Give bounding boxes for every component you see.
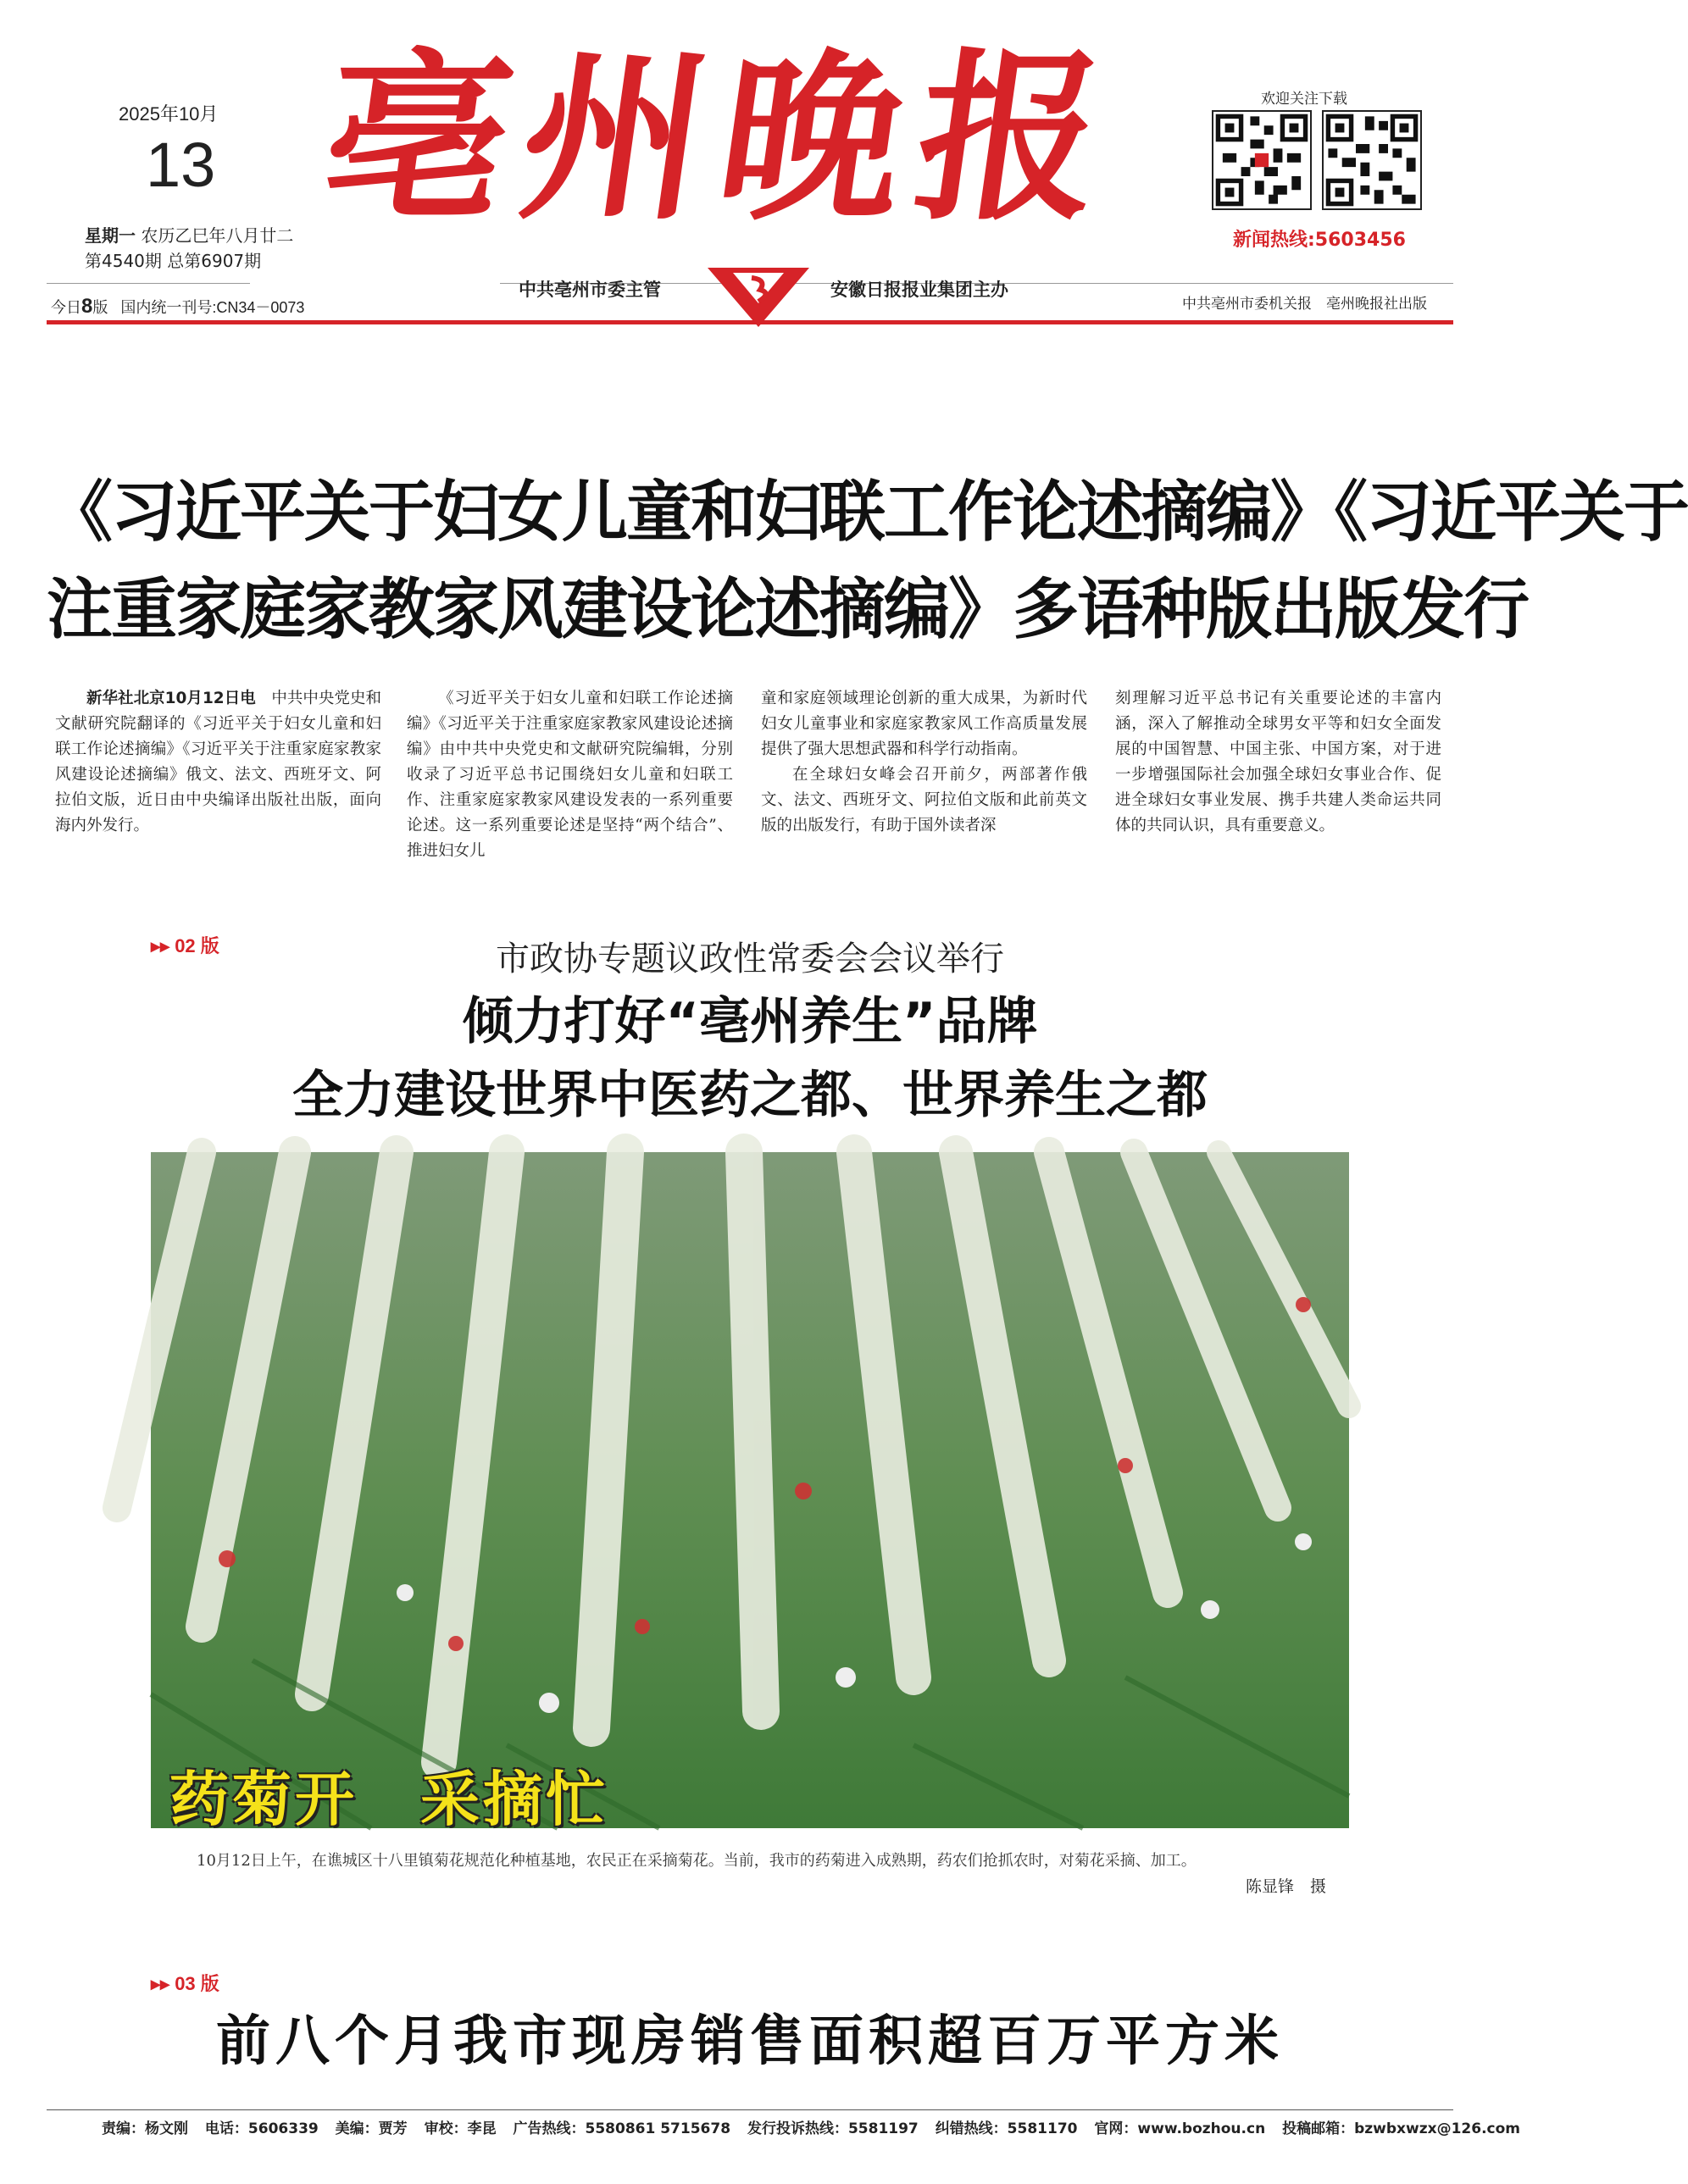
footer-ad-hotline: 广告热线：5580861 5715678 <box>513 2120 731 2137</box>
footer-designer: 美编：贾芳 <box>335 2120 408 2137</box>
publisher-line: 中共亳州市委机关报 亳州晚报社出版 <box>1182 296 1427 313</box>
article-text: 在全球妇女峰会召开前夕，两部著作俄文、法文、西班牙文、阿拉伯文版和此前英文版的出版发行，有助于国外读者深 <box>761 766 1087 834</box>
issue-number: 第4540期 总第6907期 <box>85 251 262 271</box>
article-text: 《习近平关于妇女儿童和妇联工作论述摘编》《习近平关于注重家庭家教家风建设论述摘编》由中共中央党史和文献研究院编辑，分别收录了习近平总书记围绕妇女儿童和妇联工作、注重家庭家教家风建设发表的一系列重要论述。这一系列重要论述是坚持“两个结合”、推进妇女儿 <box>407 690 733 860</box>
article-text: 中共中央党史和文献研究院翻译的《习近平关于妇女儿童和妇联工作论述摘编》《习近平关于注重家庭家教家风建设论述摘编》俄文、法文、西班牙文、阿拉伯文版，近日由中央编译出版社出版，面向海内外发行。 <box>55 690 381 834</box>
chrysanthemum-field-photo <box>151 1152 1349 1828</box>
article-column-2 <box>407 686 733 864</box>
story-headline[interactable]: 倾力打好“亳州养生”品牌 <box>462 992 1038 1051</box>
sponsor-left: 中共亳州市委主管 <box>519 279 661 300</box>
qr-caption: 欢迎关注下载 <box>1261 91 1347 108</box>
photo-title-overlay: 药菊开 采摘忙 <box>169 1765 608 1834</box>
pages-count: 8 <box>81 295 93 318</box>
footer-phone: 电话：5606339 <box>204 2120 319 2137</box>
qr-code-icon[interactable] <box>1322 110 1422 210</box>
chevron-logo-icon <box>708 268 809 344</box>
article-text: 童和家庭领域理论创新的重大成果，为新时代妇女儿童事业和家庭家教家风工作高质量发展提供了强大思想武器和科学行动指南。 <box>761 690 1087 758</box>
page-reference-link[interactable]: ▸▸ 02 版 <box>151 935 219 956</box>
photo-credit: 陈显锋 摄 <box>1246 1877 1327 1896</box>
article-column-4 <box>1115 686 1441 839</box>
issue-day: 13 <box>146 130 216 200</box>
article-column-1 <box>55 686 381 839</box>
story-headline[interactable]: 全力建设世界中医药之都、世界养生之都 <box>292 1066 1208 1125</box>
article-text: 刻理解习近平总书记有关重要论述的丰富内涵，深入了解推动全球男女平等和妇女全面发展的中国智慧、中国主张、中国方案，对于进一步增强国际社会加强全球妇女事业合作、促进全球妇女事业发展、携手共建人类命运共同体的共同认识，具有重要意义。 <box>1115 690 1441 834</box>
footer-credits <box>102 2116 1532 2137</box>
page-reference-link[interactable]: ▸▸ 03 版 <box>151 1973 219 1994</box>
footer-correction-hotline: 纠错热线：5581170 <box>935 2120 1078 2137</box>
story-headline[interactable]: 前八个月我市现房销售面积超百万平方米 <box>216 2010 1284 2073</box>
pages-suffix: 版 <box>92 299 108 316</box>
newspaper-title: 亳州晚报 <box>311 30 1131 245</box>
photo-caption: 10月12日上午，在谯城区十八里镇菊花规范化种植基地，农民正在采摘菊花。当前，我市的药菊进入成熟期，药农们抢抓农时，对菊花采摘、加工。 <box>197 1852 1197 1870</box>
dateline: 新华社北京10月12日电 <box>86 690 256 707</box>
footer-complaint-hotline: 发行投诉热线：5581197 <box>747 2120 919 2137</box>
headline-line-2: 注重家庭家教家风建设论述摘编》多语种版出版发行 <box>47 572 1529 648</box>
story-kicker: 市政协专题议政性常委会会议举行 <box>496 940 1004 978</box>
main-headline <box>47 464 1688 659</box>
lunar-date: 农历乙巳年八月廿二 <box>141 225 294 246</box>
sponsor-right: 安徽日报报业集团主办 <box>830 279 1008 300</box>
news-hotline: 新闻热线:5603456 <box>1233 230 1406 251</box>
serial-number: 国内统一刊号:CN34－0073 <box>120 299 305 316</box>
header-red-rule <box>47 320 1453 324</box>
pages-prefix: 今日 <box>51 299 81 316</box>
weekday-lunar <box>85 222 293 247</box>
article-column-3 <box>761 686 1087 839</box>
headline-line-1: 《习近平关于妇女儿童和妇联工作论述摘编》《习近平关于 <box>47 474 1688 551</box>
issue-year-month: 2025年10月 <box>119 103 219 125</box>
page-count <box>51 295 304 319</box>
qr-code-icon[interactable] <box>1212 110 1312 210</box>
footer-website-link[interactable]: 官网：www.bozhou.cn <box>1094 2120 1266 2137</box>
weekday: 星期一 <box>85 225 136 246</box>
footer-proofreader: 审校：李昆 <box>424 2120 497 2137</box>
header-divider-left <box>47 283 250 284</box>
footer-divider <box>47 2109 1453 2110</box>
footer-editor: 责编：杨文刚 <box>102 2120 188 2137</box>
footer-email-link[interactable]: 投稿邮箱：bzwbxwzx@126.com <box>1282 2120 1520 2137</box>
